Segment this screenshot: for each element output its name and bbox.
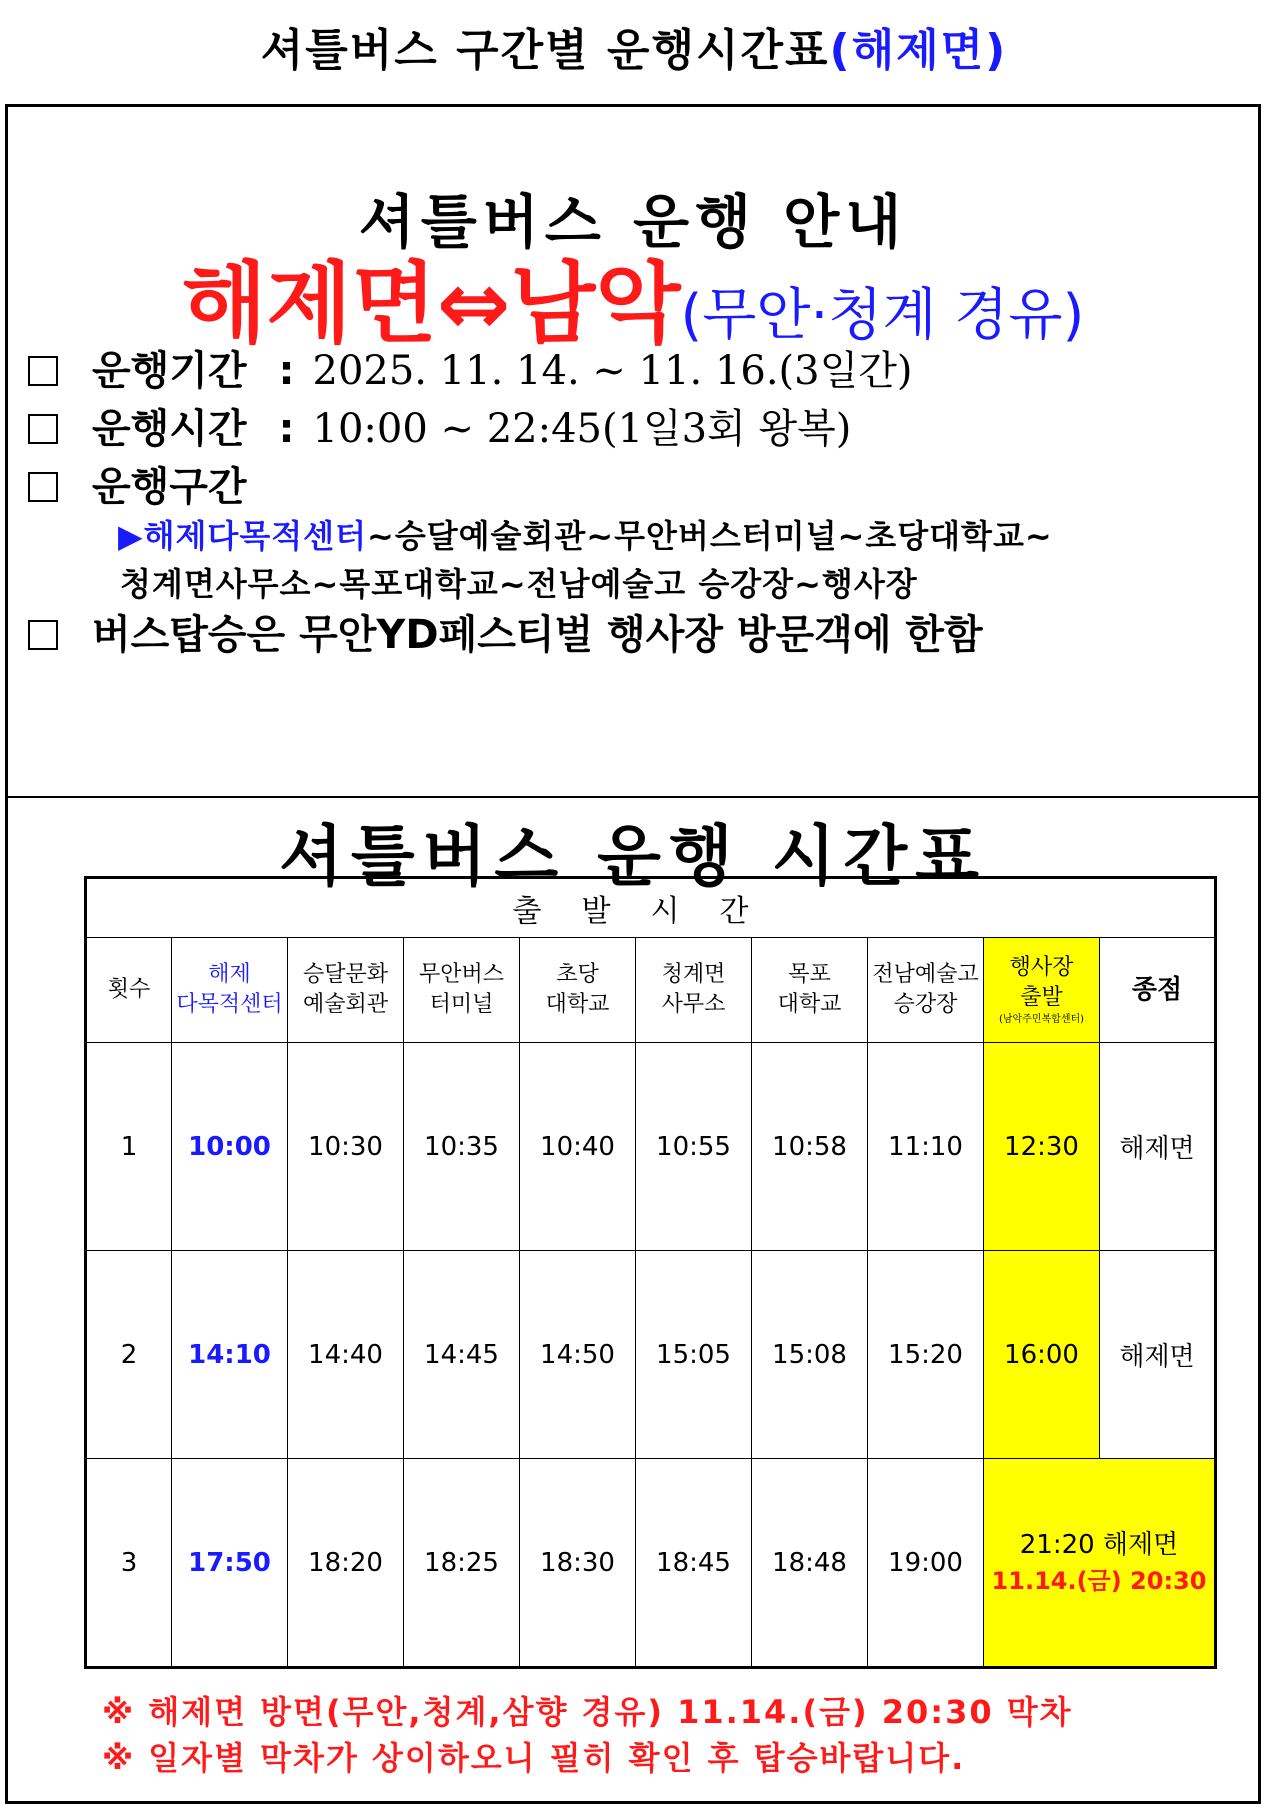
table-row [86,1043,1216,1251]
col-label: 승강장 [893,992,958,1017]
time-cell: 10:40 [520,1043,636,1251]
col-head-event [984,938,1100,1043]
time-cell: 18:30 [520,1459,636,1668]
timetable [84,876,1217,1669]
col-head-muan [404,938,520,1043]
time-cell: 10:30 [288,1043,404,1251]
time-cell: 14:10 [172,1251,288,1459]
footnote-1: ※ 해제면 방면(무안,청계,삼향 경유) 11.14.(금) 20:30 막차 [102,1693,1073,1731]
hours-label: 운행시간 [92,406,247,452]
time-cell: 10:00 [172,1043,288,1251]
time-cell: 15:05 [636,1251,752,1459]
end-cell: 해제면 [1100,1251,1216,1459]
col-head-chodang [520,938,636,1043]
time-cell: 16:00 [984,1251,1100,1459]
col-label: 청계면 [661,962,726,987]
col-head-trip [86,938,172,1043]
col-sub-label: (남악주민복합센터) [998,1014,1085,1025]
route-main: 해제면⇔남악 [181,252,681,355]
hours-value: 10:00 ~ 22:45(1일3회 왕복) [312,406,852,452]
checkbox-icon [28,620,58,650]
time-cell: 18:25 [404,1459,520,1668]
route-via: (무안·청계 경유) [680,283,1085,348]
separator: : [278,348,295,394]
bullet-period [28,339,913,396]
col-head-end [1100,938,1216,1043]
col-head-cheonggye [636,938,752,1043]
group-header: 출발시간 [86,878,1216,938]
col-label: 행사장 [1009,955,1074,980]
bullet-section [28,455,247,512]
time-cell: 17:50 [172,1459,288,1668]
last-trip-note: 11.14.(금) 20:30 [991,1566,1207,1595]
boarding-note: 버스탑승은 무안YD페스티벌 행사장 방문객에 한함 [92,612,983,658]
stops-first-blue: ▶해제다목적센터 [118,517,367,555]
timetable-heading: 셔틀버스 운행 시간표 [279,818,987,895]
period-value: 2025. 11. 14. ~ 11. 16.(3일간) [312,348,913,394]
time-cell: 10:35 [404,1043,520,1251]
col-label: 목포 [788,962,831,987]
footnote-2: ※ 일자별 막차가 상이하오니 필히 확인 후 탑승바랍니다. [102,1739,966,1777]
col-label: 전남예술고 [872,962,979,987]
col-label: 다목적센터 [176,992,283,1017]
time-cell: 14:45 [404,1251,520,1459]
time-cell: 18:20 [288,1459,404,1668]
time-cell: 18:48 [752,1459,868,1668]
col-label: 대학교 [777,992,842,1017]
col-head-haeje [172,938,288,1043]
trip-number: 1 [86,1043,172,1251]
page-title-highlight: (해제면) [829,25,1008,76]
time-cell: 10:58 [752,1043,868,1251]
section-divider [8,796,1258,798]
col-label: 해제 [208,962,251,987]
checkbox-icon [28,414,58,444]
col-head-jeonnam [868,938,984,1043]
col-label: 사무소 [661,992,726,1017]
time-cell: 12:30 [984,1043,1100,1251]
bullet-boarding [28,603,983,660]
stops-first-rest: ~승달예술회관~무안버스터미널~초당대학교~ [367,517,1053,555]
col-trip-label: 횟수 [107,977,151,1002]
col-label: 출발 [1020,985,1063,1010]
info-heading: 셔틀버스 운행 안내 [358,188,908,256]
table-row [86,1459,1216,1668]
time-cell: 14:50 [520,1251,636,1459]
checkbox-icon [28,472,58,502]
notice-frame [5,104,1261,1804]
col-label: 무안버스 [418,962,504,987]
time-cell: 19:00 [868,1459,984,1668]
period-label: 운행기간 [92,348,247,394]
checkbox-icon [28,356,58,386]
col-label: 종점 [1131,975,1183,1005]
trip-number: 2 [86,1251,172,1459]
time-cell: 18:45 [636,1459,752,1668]
separator: : [278,406,295,452]
col-head-mokpo [752,938,868,1043]
page-title-main: 셔틀버스 구간별 운행시간표 [260,25,830,76]
col-label: 초당 [556,962,599,987]
col-label: 터미널 [429,992,494,1017]
col-label: 승달문화 [302,962,388,987]
time-cell: 15:08 [752,1251,868,1459]
end-cell: 해제면 [1100,1043,1216,1251]
col-label: 예술회관 [302,992,388,1017]
stops-line-2: 청계면사무소~목포대학교~전남예술고 승강장~행사장 [120,565,918,603]
bullet-hours [28,397,851,454]
page-title [0,14,1268,78]
stops-line-1 [118,511,1053,557]
trip-number: 3 [86,1459,172,1668]
time-cell: 11:10 [868,1043,984,1251]
last-trip-time: 21:20 해제면 [1019,1529,1179,1560]
last-trip-cell [984,1459,1216,1668]
table-row [86,1251,1216,1459]
time-cell: 10:55 [636,1043,752,1251]
time-cell: 14:40 [288,1251,404,1459]
section-label: 운행구간 [92,464,247,510]
time-cell: 15:20 [868,1251,984,1459]
col-head-seungdal [288,938,404,1043]
col-label: 대학교 [545,992,610,1017]
